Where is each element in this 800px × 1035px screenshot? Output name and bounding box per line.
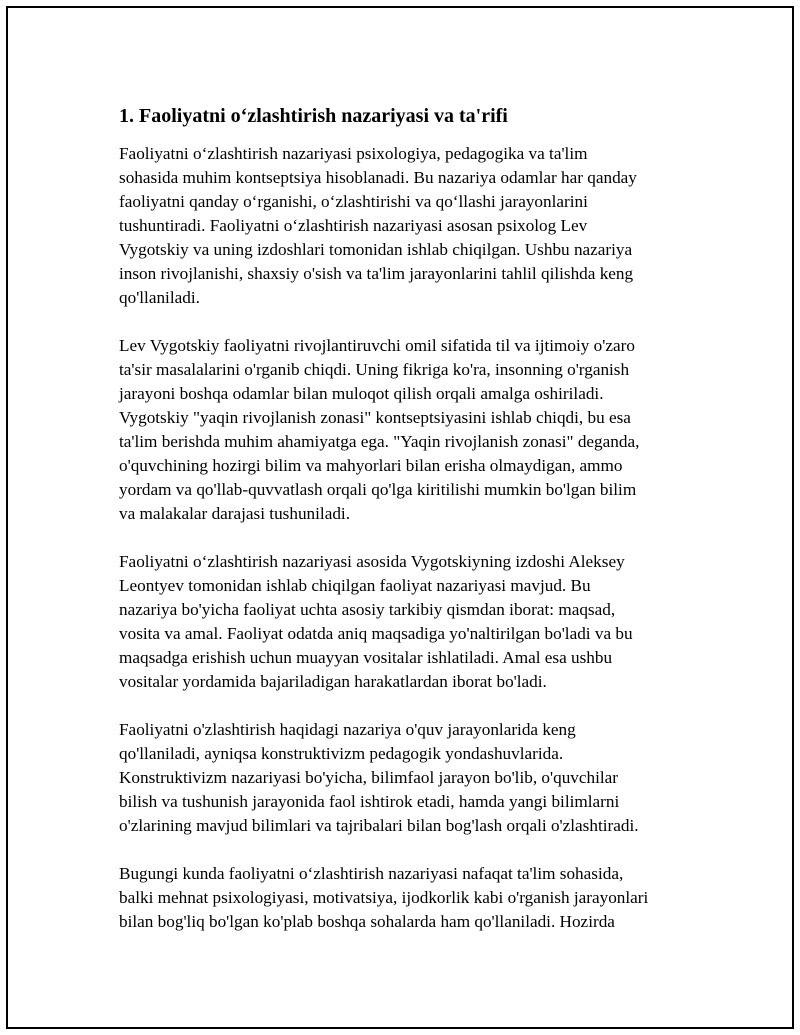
document-body [119, 102, 699, 958]
text-line: tushuntiradi. Faoliyatni o‘zlashtirish nazariyasi asosan psixolog Lev [119, 216, 588, 235]
text-line: ta'lim berishda muhim ahamiyatga ega. "Yaqin rivojlanish zonasi" deganda, [119, 432, 640, 451]
text-line: Faoliyatni o‘zlashtirish nazariyasi psixologiya, pedagogika va ta'lim [119, 144, 588, 163]
text-line: Konstruktivizm nazariyasi bo'yicha, bilimfaol jarayon bo'lib, o'quvchilar [119, 768, 619, 787]
text-line: Vygotskiy "yaqin rivojlanish zonasi" kontseptsiyasini ishlab chiqdi, bu esa [119, 408, 631, 427]
paragraph-5 [119, 862, 699, 934]
paragraph-2 [119, 334, 699, 526]
text-line: qo'llaniladi, ayniqsa konstruktivizm pedagogik yondashuvlarida. [119, 744, 564, 763]
text-line: maqsadga erishish uchun muayyan vositalar ishlatiladi. Amal esa ushbu [119, 648, 613, 667]
paragraph-4 [119, 718, 699, 838]
text-line: Vygotskiy va uning izdoshlari tomonidan ishlab chiqilgan. Ushbu nazariya [119, 240, 633, 259]
page-frame [6, 6, 794, 1029]
paragraph-1 [119, 142, 699, 310]
text-line: Bugungi kunda faoliyatni o‘zlashtirish nazariyasi nafaqat ta'lim sohasida, [119, 864, 624, 883]
text-line: o'quvchining hozirgi bilim va mahyorlari bilan erisha olmaydigan, ammo [119, 456, 623, 475]
text-line: faoliyatni qanday o‘rganishi, o‘zlashtirishi va qo‘llashi jarayonlarini [119, 192, 588, 211]
text-line: ta'sir masalalarini o'rganib chiqdi. Uning fikriga ko'ra, insonning o'rganish [119, 360, 630, 379]
text-line: Faoliyatni o‘zlashtirish nazariyasi asosida Vygotskiyning izdoshi Aleksey [119, 552, 625, 571]
text-line: vositalar yordamida bajariladigan harakatlardan iborat bo'ladi. [119, 672, 547, 691]
section-heading: 1. Faoliyatni o‘zlashtirish nazariyasi va ta'rifi [119, 105, 508, 127]
text-line: jarayoni boshqa odamlar bilan muloqot qilish orqali amalga oshiriladi. [119, 384, 604, 403]
text-line: nazariya bo'yicha faoliyat uchta asosiy tarkibiy qismdan iborat: maqsad, [119, 600, 616, 619]
text-line: sohasida muhim kontseptsiya hisoblanadi. Bu nazariya odamlar har qanday [119, 168, 637, 187]
text-line: Leontyev tomonidan ishlab chiqilgan faoliyat nazariyasi mavjud. Bu [119, 576, 591, 595]
text-line: balki mehnat psixologiyasi, motivatsiya, ijodkorlik kabi o'rganish jarayonlari [119, 888, 649, 907]
text-line: vosita va amal. Faoliyat odatda aniq maqsadiga yo'naltirilgan bo'ladi va bu [119, 624, 633, 643]
text-line: va malakalar darajasi tushuniladi. [119, 504, 350, 523]
text-line: Lev Vygotskiy faoliyatni rivojlantiruvchi omil sifatida til va ijtimoiy o'zaro [119, 336, 635, 355]
paragraph-3 [119, 550, 699, 694]
text-line: o'zlarining mavjud bilimlari va tajribalari bilan bog'lash orqali o'zlashtiradi. [119, 816, 639, 835]
text-line: inson rivojlanishi, shaxsiy o'sish va ta'lim jarayonlarini tahlil qilishda keng [119, 264, 634, 283]
text-line: Faoliyatni o'zlashtirish haqidagi nazariya o'quv jarayonlarida keng [119, 720, 576, 739]
text-line: yordam va qo'llab-quvvatlash orqali qo'lga kiritilishi mumkin bo'lgan bilim [119, 480, 637, 499]
text-line: qo'llaniladi. [119, 288, 200, 307]
text-line: bilish va tushunish jarayonida faol ishtirok etadi, hamda yangi bilimlarni [119, 792, 620, 811]
text-line: bilan bog'liq bo'lgan ko'plab boshqa sohalarda ham qo'llaniladi. Hozirda [119, 912, 615, 931]
